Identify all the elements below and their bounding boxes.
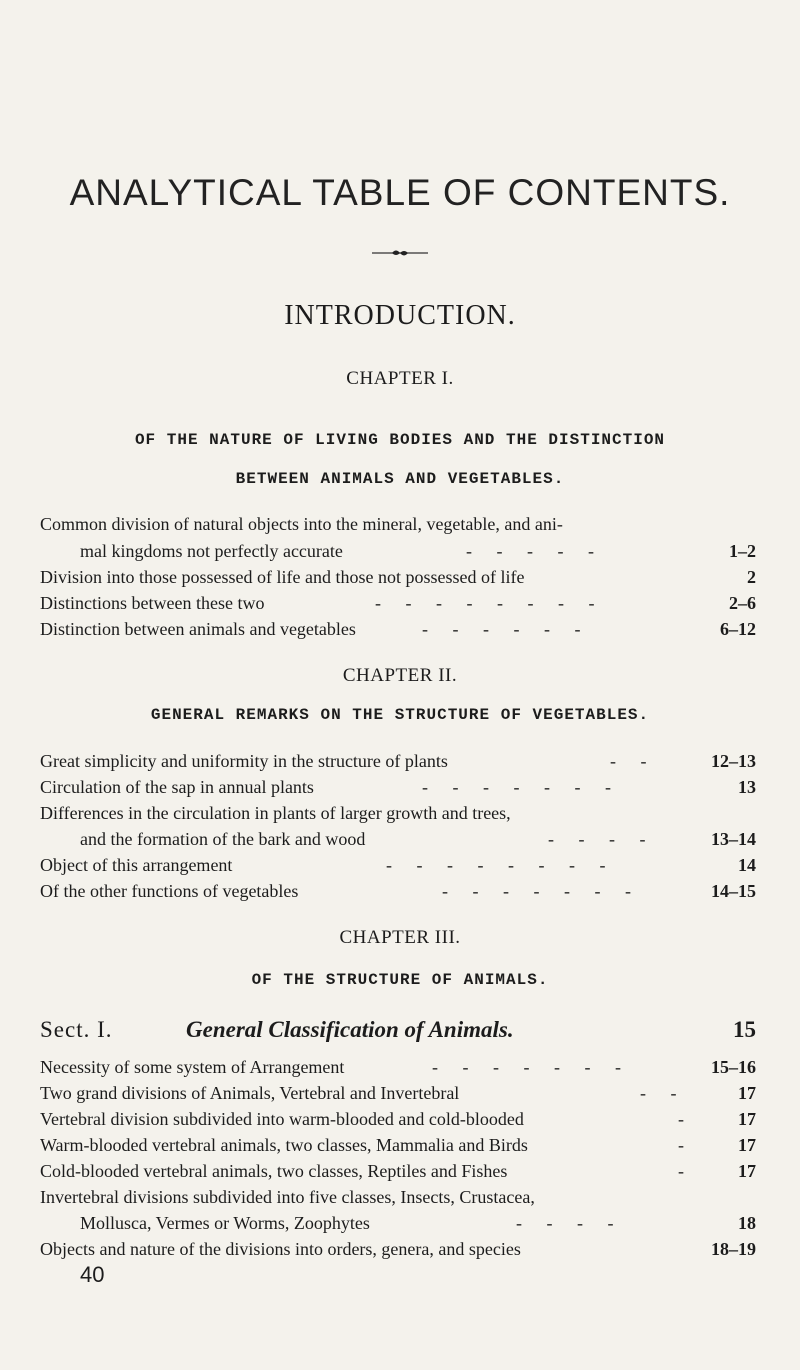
page-number: 18 [738,1213,756,1233]
page-number: 17 [738,1161,756,1181]
entry-text: mal kingdoms not perfectly accurate [80,541,343,561]
dot-leader: - [678,1109,694,1129]
page-number: 12–13 [711,751,756,771]
toc-entry [40,590,756,617]
dot-leader: - - - - - [466,541,604,561]
toc-entry [40,826,756,853]
toc-entry [40,878,756,905]
page-number: 17 [738,1109,756,1129]
toc-entry [40,564,756,591]
dot-leader: - [678,1161,694,1181]
dot-leader: - - - - - - - - [386,855,616,875]
page-number: 2 [747,567,756,587]
entry-text: Warm-blooded vertebral animals, two classes, Mammalia and Birds [40,1135,528,1155]
chapter-1-label: CHAPTER I. [346,368,454,389]
entry-text: Objects and nature of the divisions into orders, genera, and species [40,1239,521,1259]
page-number: 14 [738,855,756,875]
entry-text: Distinctions between these two [40,593,265,613]
toc-entry [40,800,756,827]
toc-entry [40,852,756,879]
toc-entry [40,1184,756,1211]
chapter-3-heading: OF THE STRUCTURE OF ANIMALS. [251,971,549,989]
entry-text: and the formation of the bark and wood [80,829,366,849]
page-number: 13–14 [711,829,756,849]
entry-text: Two grand divisions of Animals, Vertebral and Invertebral [40,1083,460,1103]
toc-entry [40,538,756,565]
dot-leader: - - [610,751,657,771]
entry-text: Invertebral divisions subdivided into five classes, Insects, Crustacea, [40,1187,535,1207]
dot-leader: - - [640,1083,687,1103]
section-label: Sect. I. [40,1017,113,1042]
toc-entry [40,1210,756,1237]
entry-text: Differences in the circulation in plants of larger growth and trees, [40,803,511,823]
ornament-icon [370,248,430,258]
toc-entry [40,1106,756,1133]
section-page-number: 15 [733,1017,756,1042]
dot-leader: - - - - - - [422,619,591,639]
page-number: 15–16 [711,1057,756,1077]
entry-text: Cold-blooded vertebral animals, two classes, Reptiles and Fishes [40,1161,508,1181]
toc-entry [40,774,756,801]
page-number: 17 [738,1135,756,1155]
entry-text: Common division of natural objects into the mineral, vegetable, and ani- [40,514,563,534]
toc-entry [40,511,756,538]
page-number: 2–6 [729,593,756,613]
entry-text: Object of this arrangement [40,855,233,875]
section-title: General Classification of Animals. [186,1017,514,1042]
page-number: 17 [738,1083,756,1103]
dot-leader: - - - - [516,1213,624,1233]
toc-entry [40,1080,756,1107]
toc-entry [40,748,756,775]
dot-leader: - - - - - - - - [375,593,605,613]
entry-text: Division into those possessed of life and those not possessed of life [40,567,525,587]
section-heading [40,1012,756,1048]
dot-leader: - - - - - - - [432,1057,631,1077]
page-number: 6–12 [720,619,756,639]
page-number: 13 [738,777,756,797]
toc-entry [40,1158,756,1185]
entry-text: Circulation of the sap in annual plants [40,777,314,797]
dot-leader: - - - - [548,829,656,849]
chapter-2-heading: GENERAL REMARKS ON THE STRUCTURE OF VEGETABLES. [150,706,650,724]
entry-text: Vertebral division subdivided into warm-blooded and cold-blooded [40,1109,524,1129]
entry-text: Distinction between animals and vegetables [40,619,356,639]
page-number: 1–2 [729,541,756,561]
chapter-1-heading-line-2: BETWEEN ANIMALS AND VEGETABLES. [235,470,565,488]
toc-entry [40,1132,756,1159]
toc-entry [40,1054,756,1081]
chapter-1-heading-line-1: OF THE NATURE OF LIVING BODIES AND THE DISTINCTION [134,431,666,449]
page-number: 18–19 [711,1239,756,1259]
dot-leader: - - - - - - - [442,881,641,901]
toc-entry [40,1236,756,1263]
dot-leader: - - - - - - - [422,777,621,797]
page-title: ANALYTICAL TABLE OF CONTENTS. [69,172,731,213]
introduction-heading: INTRODUCTION. [284,300,516,331]
entry-text: Of the other functions of vegetables [40,881,299,901]
dot-leader: - [678,1135,694,1155]
entry-text: Necessity of some system of Arrangement [40,1057,345,1077]
chapter-2-label: CHAPTER II. [342,665,458,686]
entry-text: Mollusca, Vermes or Worms, Zoophytes [80,1213,370,1233]
chapter-3-label: CHAPTER III. [339,927,461,948]
page-number: 14–15 [711,881,756,901]
toc-entry [40,616,756,643]
folio-number: 40 [80,1262,105,1287]
entry-text: Great simplicity and uniformity in the structure of plants [40,751,448,771]
